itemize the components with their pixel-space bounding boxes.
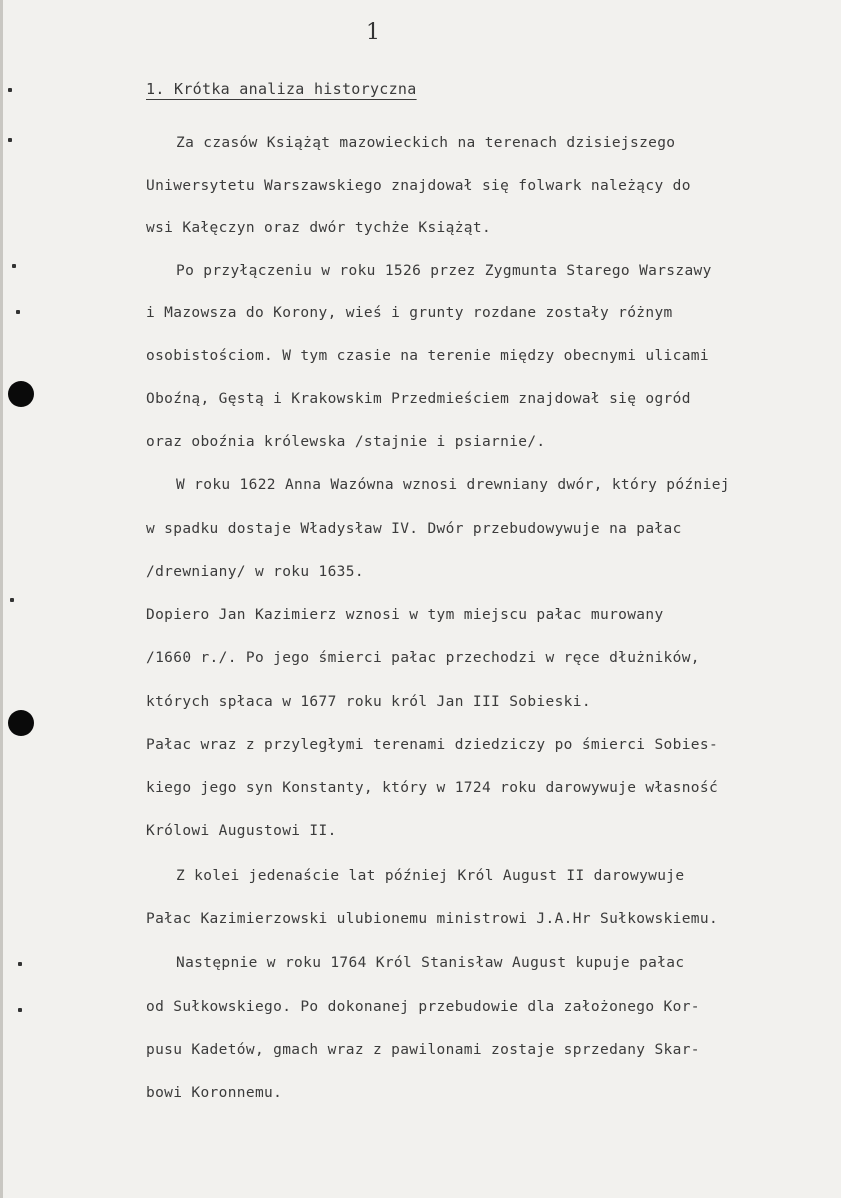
text-line: Pałac Kazimierzowski ulubionemu ministrowi J.A.Hr Sułkowskiemu. bbox=[146, 911, 719, 927]
margin-mark bbox=[10, 598, 14, 602]
text-line: osobistościom. W tym czasie na terenie między obecnymi ulicami bbox=[146, 348, 709, 364]
text-line: /1660 r./. Po jego śmierci pałac przechodzi w ręce dłużników, bbox=[146, 650, 700, 666]
text-line: od Sułkowskiego. Po dokonanej przebudowie dla założonego Kor- bbox=[146, 999, 700, 1015]
margin-mark bbox=[16, 310, 20, 314]
text-line: bowi Koronnemu. bbox=[146, 1085, 283, 1101]
text-line: pusu Kadetów, gmach wraz z pawilonami zostaje sprzedany Skar- bbox=[146, 1042, 700, 1058]
text-line: i Mazowsza do Korony, wieś i grunty rozdane zostały różnym bbox=[146, 305, 673, 321]
text-line: Królowi Augustowi II. bbox=[146, 823, 337, 839]
text-line: /drewniany/ w roku 1635. bbox=[146, 564, 364, 580]
text-line: Po przyłączeniu w roku 1526 przez Zygmunta Starego Warszawy bbox=[176, 263, 712, 279]
text-line: W roku 1622 Anna Wazówna wznosi drewniany dwór, który później bbox=[176, 477, 730, 493]
text-line: Z kolei jedenaście lat później Król August II darowywuje bbox=[176, 868, 685, 884]
section-heading: 1. Krótka analiza historyczna bbox=[146, 80, 417, 98]
text-line: w spadku dostaje Władysław IV. Dwór przebudowywuje na pałac bbox=[146, 521, 682, 537]
text-line: Dopiero Jan Kazimierz wznosi w tym miejscu pałac murowany bbox=[146, 607, 664, 623]
text-line: Pałac wraz z przyległymi terenami dziedziczy po śmierci Sobies- bbox=[146, 737, 719, 753]
text-line: których spłaca w 1677 roku król Jan III Sobieski. bbox=[146, 694, 591, 710]
margin-mark bbox=[8, 138, 12, 142]
punch-hole bbox=[8, 710, 34, 736]
page-number: 1 bbox=[366, 20, 380, 45]
text-line: kiego jego syn Konstanty, który w 1724 roku darowywuje własność bbox=[146, 780, 719, 796]
text-line: Uniwersytetu Warszawskiego znajdował się folwark należący do bbox=[146, 178, 691, 194]
margin-mark bbox=[18, 962, 22, 966]
text-line: Za czasów Książąt mazowieckich na terenach dzisiejszego bbox=[176, 135, 676, 151]
text-line: Oboźną, Gęstą i Krakowskim Przedmieściem znajdował się ogród bbox=[146, 391, 691, 407]
text-line: wsi Kałęczyn oraz dwór tychże Książąt. bbox=[146, 220, 492, 236]
punch-hole bbox=[8, 381, 34, 407]
margin-mark bbox=[12, 264, 16, 268]
text-line: oraz oboźnia królewska /stajnie i psiarnie/. bbox=[146, 434, 546, 450]
text-line: Następnie w roku 1764 Król Stanisław August kupuje pałac bbox=[176, 955, 685, 971]
page-edge bbox=[0, 0, 3, 1198]
margin-mark bbox=[8, 88, 12, 92]
margin-mark bbox=[18, 1008, 22, 1012]
